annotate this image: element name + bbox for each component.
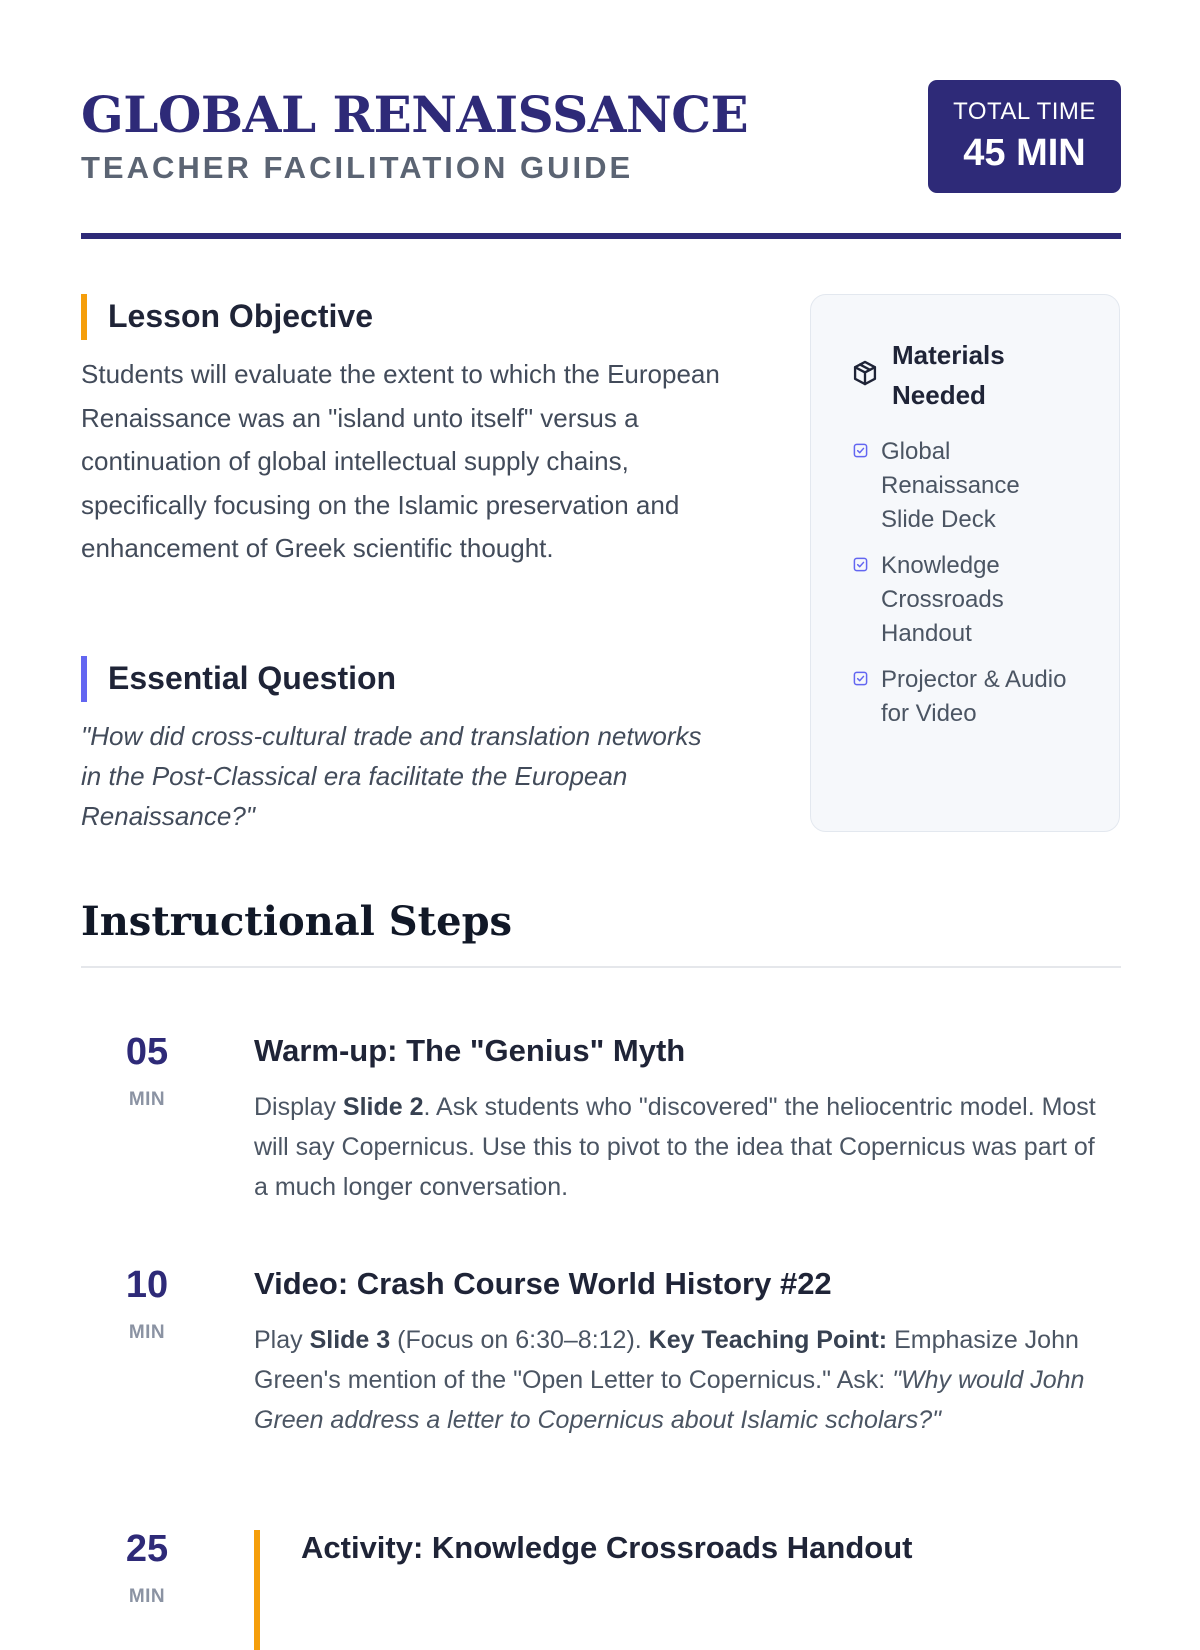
step-minutes: 10 [125,1264,169,1306]
step-minutes-unit: MIN [128,1586,166,1607]
materials-item [851,435,1091,537]
total-time-badge [928,80,1121,193]
check-square-icon [853,557,868,572]
materials-item [851,549,1091,651]
lesson-objective-text: Students will evaluate the extent to which the European Renaissance was an "island unto itself" versus a continuation of global intellectual supply chains, specifically focusing on the Islamic preservation and enhancement of Greek scientific thought. [81,359,720,563]
materials-item-label: Projector & Audio for Video [881,666,1067,727]
essential-question-heading [81,656,787,702]
step-duration [81,1266,213,1344]
lesson-objective-heading [81,294,787,340]
page-subtitle: TEACHER FACILITATION GUIDE [81,150,634,185]
check-square-icon [853,671,868,686]
step-title: Warm-up: The "Genius" Myth [254,1033,686,1068]
step-content [254,1266,1104,1440]
step-minutes-unit: MIN [128,1089,166,1110]
step-duration [81,1033,213,1111]
instructional-steps-title: Instructional Steps [81,898,513,945]
page-title: GLOBAL RENAISSANCE [81,85,749,144]
lesson-objective-title: Lesson Objective [108,298,373,334]
check-square-icon [853,443,868,458]
materials-item-label: Global Renaissance Slide Deck [881,438,1020,533]
total-time-value: 45 MIN [963,132,1086,174]
step-title: Video: Crash Course World History #22 [254,1266,832,1301]
step-description: Play Slide 3 (Focus on 6:30–8:12). Key Teaching Point: Emphasize John Green's mention of the "Open Letter to Copernicus." Ask: "Why would John Green address a letter to Copernicus about Islamic scholars?" [254,1326,1085,1434]
step-minutes: 05 [125,1031,169,1073]
facilitation-guide-page [81,0,1121,1607]
materials-title: Materials Needed [892,340,1005,410]
materials-header [851,335,1091,415]
guide-header [81,80,1121,240]
slide-reference: Slide 2 [342,1093,424,1121]
step-content [254,1033,1104,1207]
steps-divider [81,966,1121,968]
materials-item [851,663,1091,731]
step-duration [81,1530,213,1608]
materials-list [851,435,1091,743]
step-title: Activity: Knowledge Crossroads Handout [301,1530,913,1565]
step-description: Display Slide 2. Ask students who "discovered" the heliocentric model. Most will say Copernicus. Use this to pivot to the idea that Copernicus was part of a much longer conversation. [254,1093,1096,1201]
materials-item-label: Knowledge Crossroads Handout [881,552,1004,647]
essential-question-text: "How did cross-cultural trade and translation networks in the Post-Classical era facilitate the European Renaissance?" [81,721,702,831]
essential-question-title: Essential Question [108,660,397,696]
materials-card [810,294,1120,832]
step-minutes: 25 [125,1528,169,1570]
slide-reference: Slide 3 [309,1326,391,1354]
discussion-question: "Why would John Green address a letter to Copernicus about Islamic scholars?" [254,1366,1085,1434]
key-teaching-point-label: Key Teaching Point: [648,1326,888,1354]
header-divider [81,233,1121,239]
step-minutes-unit: MIN [128,1322,166,1343]
total-time-label: TOTAL TIME [953,98,1096,125]
step-content [254,1530,1110,1650]
box-icon [851,359,879,387]
